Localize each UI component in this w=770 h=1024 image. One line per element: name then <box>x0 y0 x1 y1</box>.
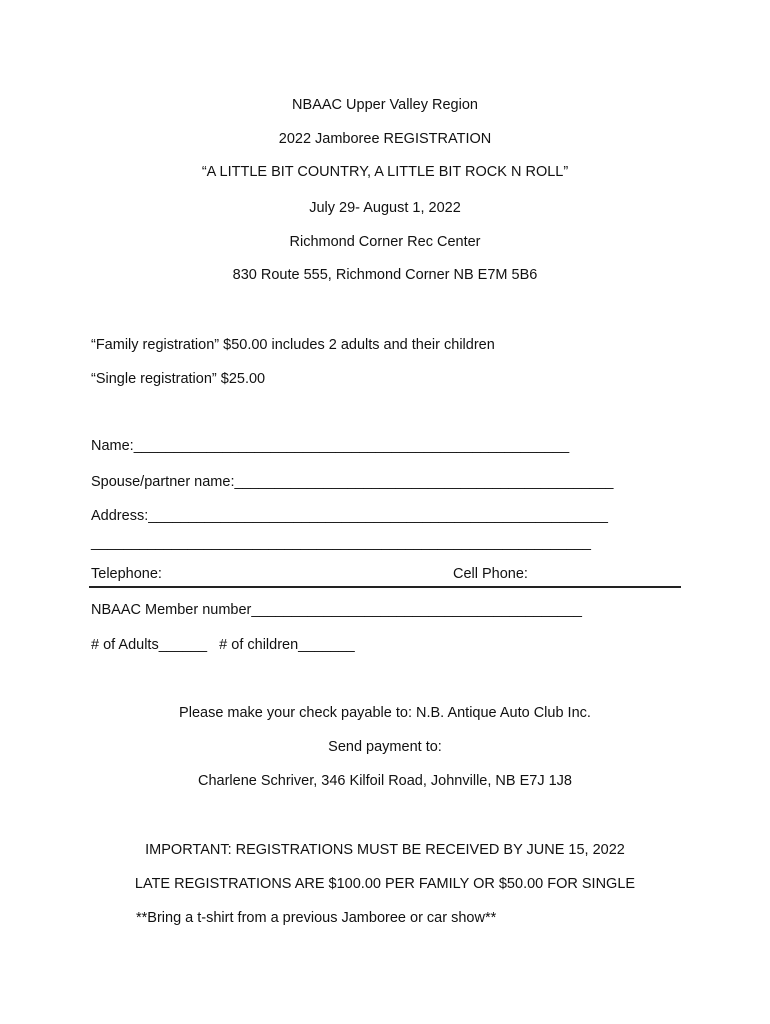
family-fee-text: “Family registration” $50.00 includes 2 adults and their children <box>91 337 495 353</box>
address-field[interactable]: Address:_________________________________________________________ <box>91 508 608 524</box>
phone-underline <box>89 586 681 588</box>
event-dates: July 29- August 1, 2022 <box>309 200 461 216</box>
attendee-count-fields[interactable]: # of Adults______ # of children_______ <box>91 637 355 653</box>
event-registration-title: 2022 Jamboree REGISTRATION <box>278 131 492 147</box>
address-line-2-field[interactable]: ______________________________________________________________ <box>91 535 591 551</box>
payment-address: Charlene Schriver, 346 Kilfoil Road, Johnville, NB E7J 1J8 <box>198 773 572 789</box>
tshirt-notice: **Bring a t-shirt from a previous Jamboree or car show** <box>136 910 497 926</box>
important-deadline-notice: IMPORTANT: REGISTRATIONS MUST BE RECEIVED BY JUNE 15, 2022 <box>145 842 625 858</box>
spouse-name-field[interactable]: Spouse/partner name:_______________________________________________ <box>91 474 614 490</box>
cell-phone-field[interactable]: Cell Phone: <box>453 566 528 582</box>
telephone-field[interactable]: Telephone: <box>91 566 162 582</box>
event-address: 830 Route 555, Richmond Corner NB E7M 5B6 <box>232 267 538 283</box>
late-fee-notice: LATE REGISTRATIONS ARE $100.00 PER FAMILY OR $50.00 FOR SINGLE <box>134 876 636 892</box>
single-fee-text: “Single registration” $25.00 <box>91 371 266 387</box>
event-venue: Richmond Corner Rec Center <box>289 234 481 250</box>
name-field[interactable]: Name:______________________________________________________ <box>91 438 570 454</box>
payment-payable-text: Please make your check payable to: N.B. Antique Auto Club Inc. <box>179 705 591 721</box>
org-region-title: NBAAC Upper Valley Region <box>292 97 478 113</box>
event-theme: “A LITTLE BIT COUNTRY, A LITTLE BIT ROCK N ROLL” <box>201 164 569 180</box>
send-payment-label: Send payment to: <box>328 739 442 755</box>
member-number-field[interactable]: NBAAC Member number_________________________________________ <box>91 602 582 618</box>
